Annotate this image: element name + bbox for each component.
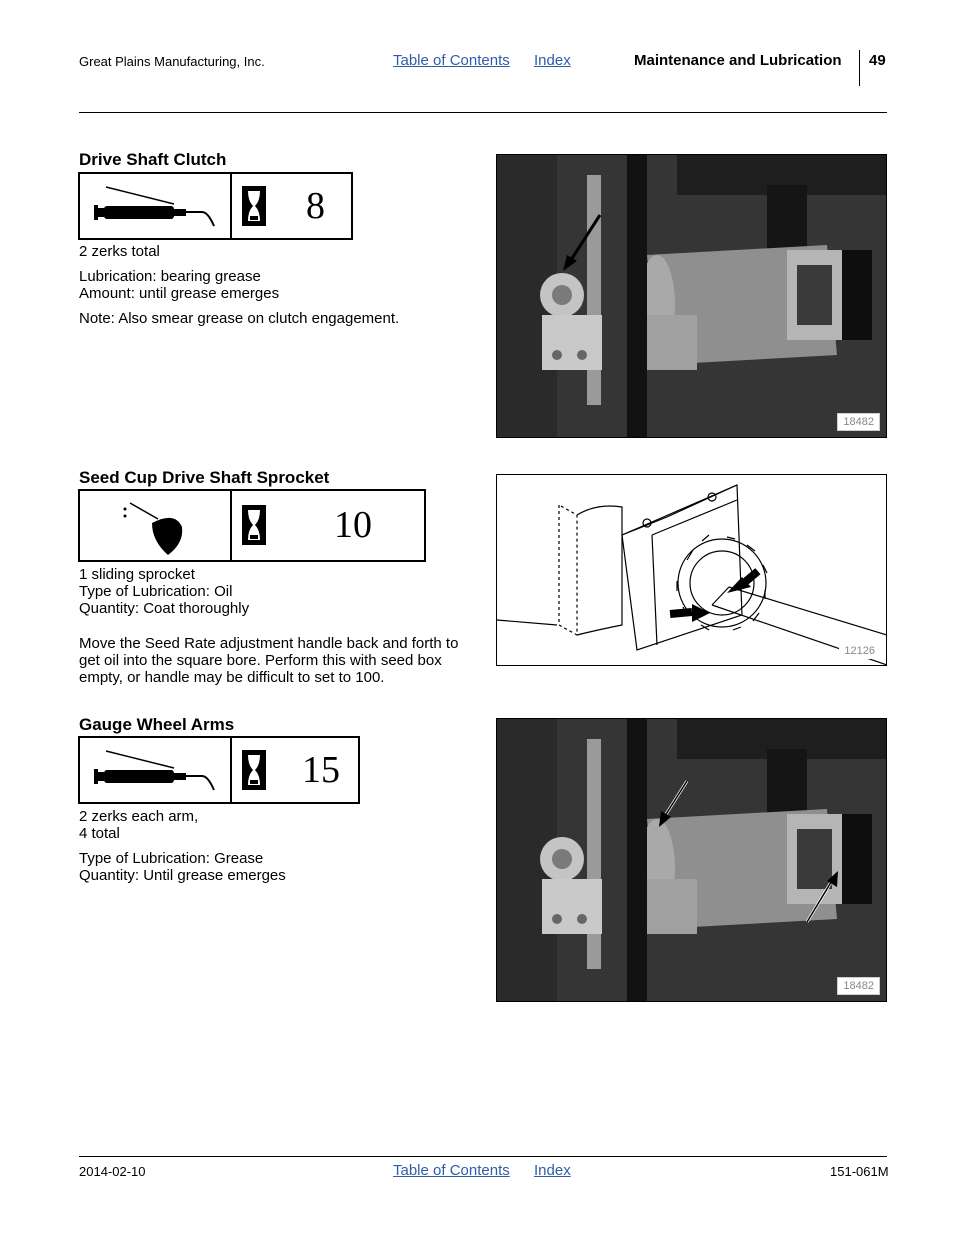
- page-number: 49: [869, 52, 886, 69]
- figure-id: 18482: [837, 413, 880, 431]
- text-line: Move the Seed Rate adjustment handle back and forth to: [79, 635, 459, 652]
- lube-type-box: [78, 736, 232, 804]
- header-divider: [859, 50, 860, 86]
- doc-number: 151-061M: [830, 1164, 889, 1179]
- header-index-link[interactable]: Index: [534, 52, 571, 69]
- footer-date: 2014-02-10: [79, 1164, 146, 1179]
- section-1-text: [79, 243, 399, 327]
- section-title-drive-shaft-clutch: Drive Shaft Clutch: [79, 150, 227, 169]
- text-line: empty, or handle may be difficult to set to 100.: [79, 669, 385, 686]
- section-title-seed-cup-sprocket: Seed Cup Drive Shaft Sprocket: [79, 468, 330, 487]
- lube-type-box: [78, 172, 232, 240]
- text-line: Type of Lubrication: Grease: [79, 850, 264, 867]
- figure-id: 12126: [839, 643, 880, 659]
- header-rule: [79, 112, 887, 113]
- interval-hours: 10: [334, 504, 372, 546]
- text-line: Amount: until grease emerges: [79, 285, 280, 302]
- figure-id: 18482: [837, 977, 880, 995]
- text-line: Lubrication: bearing grease: [79, 268, 261, 285]
- text-line: 4 total: [79, 825, 120, 842]
- hourglass-icon: [242, 186, 266, 226]
- lube-type-box: [78, 489, 232, 562]
- grease-gun-icon: [80, 738, 230, 802]
- interval-box: [230, 489, 426, 562]
- interval-box: [230, 736, 360, 804]
- sprocket-diagram: [496, 474, 887, 666]
- footer-index-link[interactable]: Index: [534, 1162, 571, 1179]
- company-name: Great Plains Manufacturing, Inc.: [79, 54, 265, 69]
- text-line: 2 zerks total: [79, 243, 160, 260]
- text-line: Quantity: Coat thoroughly: [79, 600, 250, 617]
- text-line: 2 zerks each arm,: [79, 808, 199, 825]
- text-line: Note: Also smear grease on clutch engagement.: [79, 310, 400, 327]
- footer-toc-link[interactable]: Table of Contents: [393, 1162, 510, 1179]
- interval-hours: 15: [302, 749, 340, 791]
- section-2-text: [79, 566, 458, 686]
- clutch-photo: [496, 154, 887, 438]
- text-line: Quantity: Until grease emerges: [79, 867, 286, 884]
- header-toc-link[interactable]: Table of Contents: [393, 52, 510, 69]
- text-line: Type of Lubrication: Oil: [79, 583, 233, 600]
- section-heading: Maintenance and Lubrication: [634, 52, 842, 69]
- oil-can-icon: [80, 491, 230, 560]
- hourglass-icon: [242, 750, 266, 790]
- hourglass-icon: [242, 505, 266, 545]
- grease-gun-icon: [80, 174, 230, 238]
- footer-rule: [79, 1156, 887, 1157]
- interval-box: [230, 172, 353, 240]
- interval-hours: 8: [306, 185, 325, 227]
- gauge-wheel-photo: [496, 718, 887, 1002]
- section-title-gauge-wheel-arms: Gauge Wheel Arms: [79, 715, 235, 734]
- text-line: 1 sliding sprocket: [79, 566, 195, 583]
- text-line: get oil into the square bore. Perform this with seed box: [79, 652, 442, 669]
- section-3-text: [79, 808, 286, 884]
